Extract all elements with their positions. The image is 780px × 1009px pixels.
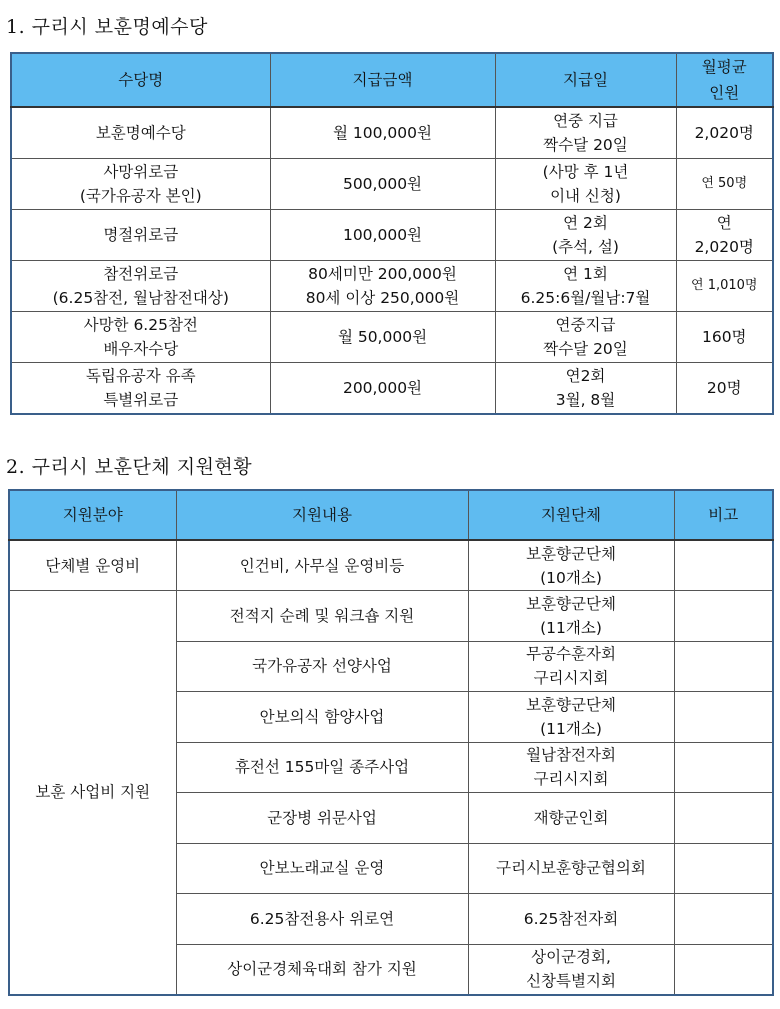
support-content-cell-line: 안보노래교실 운영 (259, 859, 385, 878)
monthly-avg-cell-line: 160명 (701, 327, 747, 346)
pay-date-cell-line: 이내 신청) (550, 186, 621, 205)
table-row (9, 540, 773, 591)
amount-cell (270, 209, 495, 260)
note-cell (674, 591, 773, 642)
support-org-cell-line: 구리시보훈향군협의회 (496, 859, 646, 878)
section-2-title: 2. 구리시 보훈단체 지원현황 (6, 456, 253, 478)
support-org-cell-line: (11개소) (540, 618, 602, 637)
allowance-name-cell (11, 209, 270, 260)
support-org-cell-line: 신창특별지회 (526, 972, 616, 990)
pay-date-cell (495, 362, 676, 414)
header-support-content: 지원내용 (176, 490, 468, 540)
support-org-cell-line: (11개소) (540, 719, 602, 738)
allowance-name-cell (11, 311, 270, 362)
support-field-cell-line: 단체별 운영비 (45, 556, 141, 575)
amount-cell-line: 80세 이상 250,000원 (305, 288, 460, 307)
support-org-cell-line: 구리시지회 (533, 770, 609, 789)
amount-cell-line: 500,000원 (342, 174, 423, 193)
monthly-avg-cell (676, 311, 773, 362)
support-content-cell (176, 843, 468, 894)
support-content-cell (176, 591, 468, 642)
amount-cell-line: 80세미만 200,000원 (308, 264, 457, 283)
pay-date-cell-line: 짝수달 20일 (543, 135, 628, 154)
support-org-cell (468, 793, 674, 844)
header-monthly-avg-text: 월평균 인원 (701, 58, 747, 102)
allowance-name-cell-line: 독립유공자 유족 (85, 366, 196, 385)
monthly-avg-cell-line: 2,020명 (694, 123, 754, 142)
table-row (11, 311, 773, 362)
monthly-avg-cell (676, 260, 773, 311)
support-org-cell (468, 742, 674, 793)
header-allowance-name: 수당명 (11, 53, 270, 107)
note-cell (674, 742, 773, 793)
pay-date-cell-line: 6.25:6월/월남:7월 (520, 288, 651, 307)
allowance-name-cell-line: (6.25참전, 월남참전대상) (52, 288, 229, 307)
pay-date-cell (495, 311, 676, 362)
section-1-title: 1. 구리시 보훈명예수당 (6, 16, 208, 38)
allowance-name-cell (11, 158, 270, 209)
support-content-cell (176, 894, 468, 945)
monthly-avg-cell (676, 209, 773, 260)
amount-cell-line: 월 100,000원 (333, 123, 432, 142)
support-field-cell (9, 540, 176, 591)
note-cell (674, 793, 773, 844)
support-org-cell-line: 보훈향군단체 (526, 544, 616, 563)
pay-date-cell (495, 158, 676, 209)
support-org-cell (468, 540, 674, 591)
monthly-avg-cell (676, 107, 773, 158)
allowance-table-body (11, 107, 773, 414)
support-content-cell-line: 전적지 순례 및 워크숍 지원 (229, 606, 415, 625)
support-table-body (9, 540, 773, 995)
allowance-name-cell-line: 참전위로금 (103, 264, 179, 283)
allowance-name-cell (11, 260, 270, 311)
monthly-avg-cell-line: 연 (716, 213, 732, 232)
support-content-cell-line: 상이군경체육대회 참가 지원 (227, 960, 417, 978)
header-note: 비고 (674, 490, 773, 540)
support-org-cell-line: 6.25참전자회 (523, 909, 619, 928)
allowance-name-cell-line: 특별위로금 (103, 390, 179, 409)
amount-cell (270, 311, 495, 362)
allowance-name-cell-line: 사망한 6.25참전 (83, 315, 198, 334)
allowance-name-cell-line: (국가유공자 본인) (79, 186, 202, 205)
support-field-cell-line: 보훈 사업비 지원 (35, 783, 151, 802)
support-content-cell-line: 국가유공자 선양사업 (252, 657, 392, 676)
support-org-cell-line: 상이군경회, (531, 948, 611, 966)
note-cell (674, 894, 773, 945)
header-support-org: 지원단체 (468, 490, 674, 540)
table-row (11, 260, 773, 311)
table-row (11, 107, 773, 158)
monthly-avg-cell-line: 2,020명 (694, 237, 754, 256)
monthly-avg-cell-line: 20명 (706, 378, 742, 397)
support-org-cell (468, 843, 674, 894)
header-monthly-avg (676, 53, 773, 107)
pay-date-cell (495, 209, 676, 260)
amount-cell (270, 158, 495, 209)
support-org-cell (468, 944, 674, 995)
amount-cell (270, 260, 495, 311)
support-org-cell-line: 무공수훈자회 (526, 645, 616, 664)
support-table (8, 489, 774, 996)
note-cell (674, 641, 773, 692)
support-org-cell (468, 641, 674, 692)
support-org-cell-line: (10개소) (540, 568, 602, 587)
pay-date-cell-line: (사망 후 1년 (542, 162, 629, 181)
allowance-table (10, 52, 774, 415)
amount-cell (270, 362, 495, 414)
allowance-name-cell (11, 107, 270, 158)
header-amount: 지급금액 (270, 53, 495, 107)
support-org-cell-line: 구리시지회 (533, 669, 609, 688)
allowance-name-cell-line: 사망위로금 (103, 162, 179, 181)
note-cell (674, 843, 773, 894)
table-row (11, 362, 773, 414)
note-cell (674, 692, 773, 743)
support-table-header-row (9, 490, 773, 540)
table-row (9, 591, 773, 642)
monthly-avg-cell-line: 연 1,010명 (691, 277, 758, 293)
header-pay-date: 지급일 (495, 53, 676, 107)
allowance-name-cell-line: 배우자수당 (103, 339, 179, 358)
monthly-avg-cell (676, 158, 773, 209)
support-content-cell (176, 944, 468, 995)
pay-date-cell-line: 짝수달 20일 (543, 339, 628, 358)
allowance-name-cell (11, 362, 270, 414)
table-row (11, 158, 773, 209)
amount-cell-line: 100,000원 (342, 225, 423, 244)
allowance-name-cell-line: 보훈명예수당 (95, 123, 186, 142)
pay-date-cell-line: (추석, 설) (552, 237, 619, 256)
pay-date-cell (495, 260, 676, 311)
pay-date-cell-line: 3월, 8월 (555, 390, 616, 409)
allowance-table-header-row (11, 53, 773, 107)
table-row (11, 209, 773, 260)
support-content-cell-line: 안보의식 함양사업 (259, 707, 385, 726)
support-content-cell (176, 540, 468, 591)
support-org-cell (468, 591, 674, 642)
allowance-name-cell-line: 명절위로금 (103, 225, 179, 244)
amount-cell (270, 107, 495, 158)
support-content-cell (176, 793, 468, 844)
support-content-cell-line: 6.25참전용사 위로연 (249, 909, 395, 928)
monthly-avg-cell (676, 362, 773, 414)
pay-date-cell-line: 연중지급 (555, 315, 616, 334)
support-org-cell-line: 보훈향군단체 (526, 594, 616, 613)
pay-date-cell-line: 연2회 (565, 366, 606, 385)
support-content-cell-line: 휴전선 155마일 종주사업 (234, 758, 410, 777)
support-content-cell (176, 742, 468, 793)
support-org-cell-line: 재향군인회 (533, 808, 609, 827)
support-content-cell-line: 군장병 위문사업 (267, 808, 377, 827)
support-content-cell (176, 692, 468, 743)
pay-date-cell-line: 연 1회 (563, 264, 608, 283)
header-support-field: 지원분야 (9, 490, 176, 540)
support-field-cell (9, 591, 176, 995)
support-org-cell (468, 692, 674, 743)
note-cell (674, 540, 773, 591)
support-content-cell-line: 인건비, 사무실 운영비등 (239, 556, 405, 575)
amount-cell-line: 월 50,000원 (337, 327, 428, 346)
support-org-cell (468, 894, 674, 945)
pay-date-cell-line: 연 2회 (563, 213, 608, 232)
support-content-cell (176, 641, 468, 692)
pay-date-cell-line: 연중 지급 (553, 111, 618, 130)
monthly-avg-cell-line: 연 50명 (701, 175, 748, 191)
support-org-cell-line: 보훈향군단체 (526, 695, 616, 714)
support-org-cell-line: 월남참전자회 (526, 746, 616, 765)
note-cell (674, 944, 773, 995)
amount-cell-line: 200,000원 (342, 378, 423, 397)
pay-date-cell (495, 107, 676, 158)
